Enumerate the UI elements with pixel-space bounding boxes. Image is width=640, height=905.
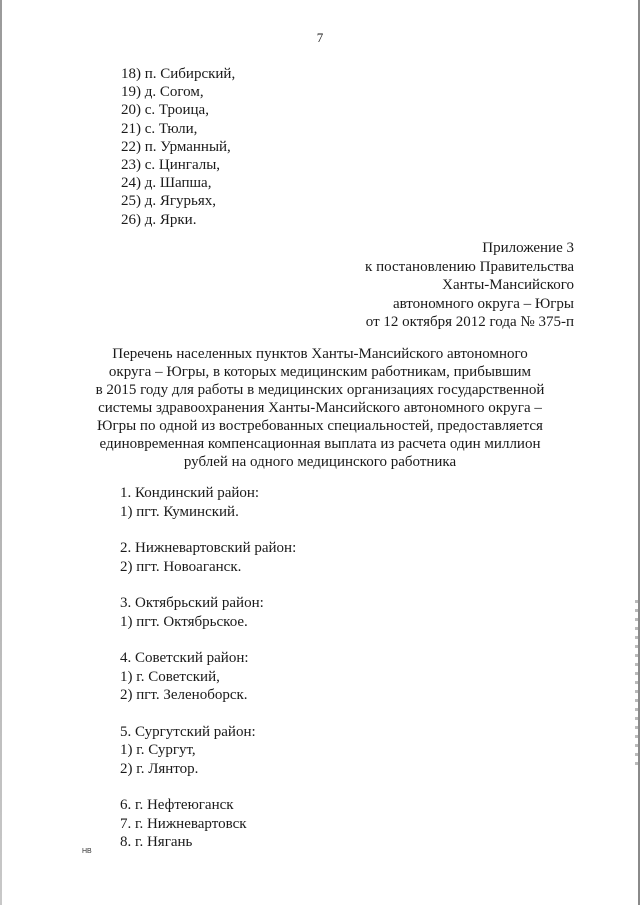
heading-line: системы здравоохранения Ханты-Мансийского автономного округа –: [98, 400, 542, 416]
list-item: 25) д. Ягурьях,: [121, 193, 217, 210]
list-item: 19) д. Согом,: [121, 84, 204, 101]
page-number: 7: [316, 30, 324, 45]
list-item: 26) д. Ярки.: [121, 211, 197, 228]
city-item: 6. г. Нефтеюганск: [120, 797, 234, 813]
settlement-item: 1) пгт. Октябрьское.: [120, 613, 248, 630]
district-title: 4. Советский район:: [120, 650, 249, 666]
appendix-line: Приложение 3: [482, 240, 574, 256]
district-oktyabrsky: [120, 594, 296, 631]
list-item: 22) п. Урманный,: [121, 138, 231, 155]
appendix-line: от 12 октября 2012 года № 375-п: [365, 314, 574, 330]
footer-code: НВ: [82, 848, 92, 855]
list-item: 24) д. Шапша,: [121, 175, 212, 192]
heading-line: Югры по одной из востребованных специальностей, предоставляется: [97, 418, 543, 434]
heading-line: рублей на одного медицинского работника: [183, 454, 457, 470]
settlement-item: 1) пгт. Куминский.: [120, 503, 239, 520]
district-surgutsky: [120, 723, 296, 779]
appendix-line: Ханты-Мансийского: [442, 277, 574, 293]
scan-edge-left: [0, 0, 2, 905]
cities-list: [120, 796, 296, 852]
settlements-continued-list: [121, 65, 235, 229]
settlement-item: 1) г. Сургут,: [120, 742, 196, 758]
settlement-item: 2) г. Лянтор.: [120, 760, 199, 777]
districts-list: [120, 484, 296, 852]
list-item: 21) с. Тюли,: [121, 120, 198, 137]
scan-artifact-marks: [635, 600, 638, 770]
district-title: 2. Нижневартовский район:: [120, 540, 297, 556]
document-heading: [90, 345, 550, 471]
heading-line: округа – Югры, в которых медицинским работникам, прибывшим: [108, 364, 532, 380]
appendix-line: к постановлению Правительства: [365, 258, 574, 275]
list-item: 18) п. Сибирский,: [121, 66, 236, 82]
district-kondinsky: [120, 484, 296, 521]
district-title: 1. Кондинский район:: [120, 485, 260, 501]
list-item: 23) с. Цингалы,: [121, 157, 221, 174]
city-item: 8. г. Нягань: [120, 834, 193, 850]
district-title: 3. Октябрьский район:: [120, 595, 264, 611]
district-sovetsky: [120, 649, 296, 705]
list-item: 20) с. Троица,: [121, 102, 209, 119]
appendix-header: [365, 239, 574, 332]
district-nizhnevartovsky: [120, 539, 296, 576]
city-item: 7. г. Нижневартовск: [120, 815, 247, 832]
appendix-line: автономного округа – Югры: [392, 295, 574, 312]
heading-line: в 2015 году для работы в медицинских организациях государственной: [95, 382, 545, 398]
settlement-item: 2) пгт. Зеленоборск.: [120, 687, 248, 703]
settlement-item: 1) г. Советский,: [120, 668, 220, 685]
heading-line: Перечень населенных пунктов Ханты-Мансийского автономного: [112, 346, 528, 362]
heading-line: единовременная компенсационная выплата из расчета один миллион: [99, 436, 541, 452]
settlement-item: 2) пгт. Новоаганск.: [120, 558, 242, 575]
district-title: 5. Сургутский район:: [120, 723, 256, 740]
